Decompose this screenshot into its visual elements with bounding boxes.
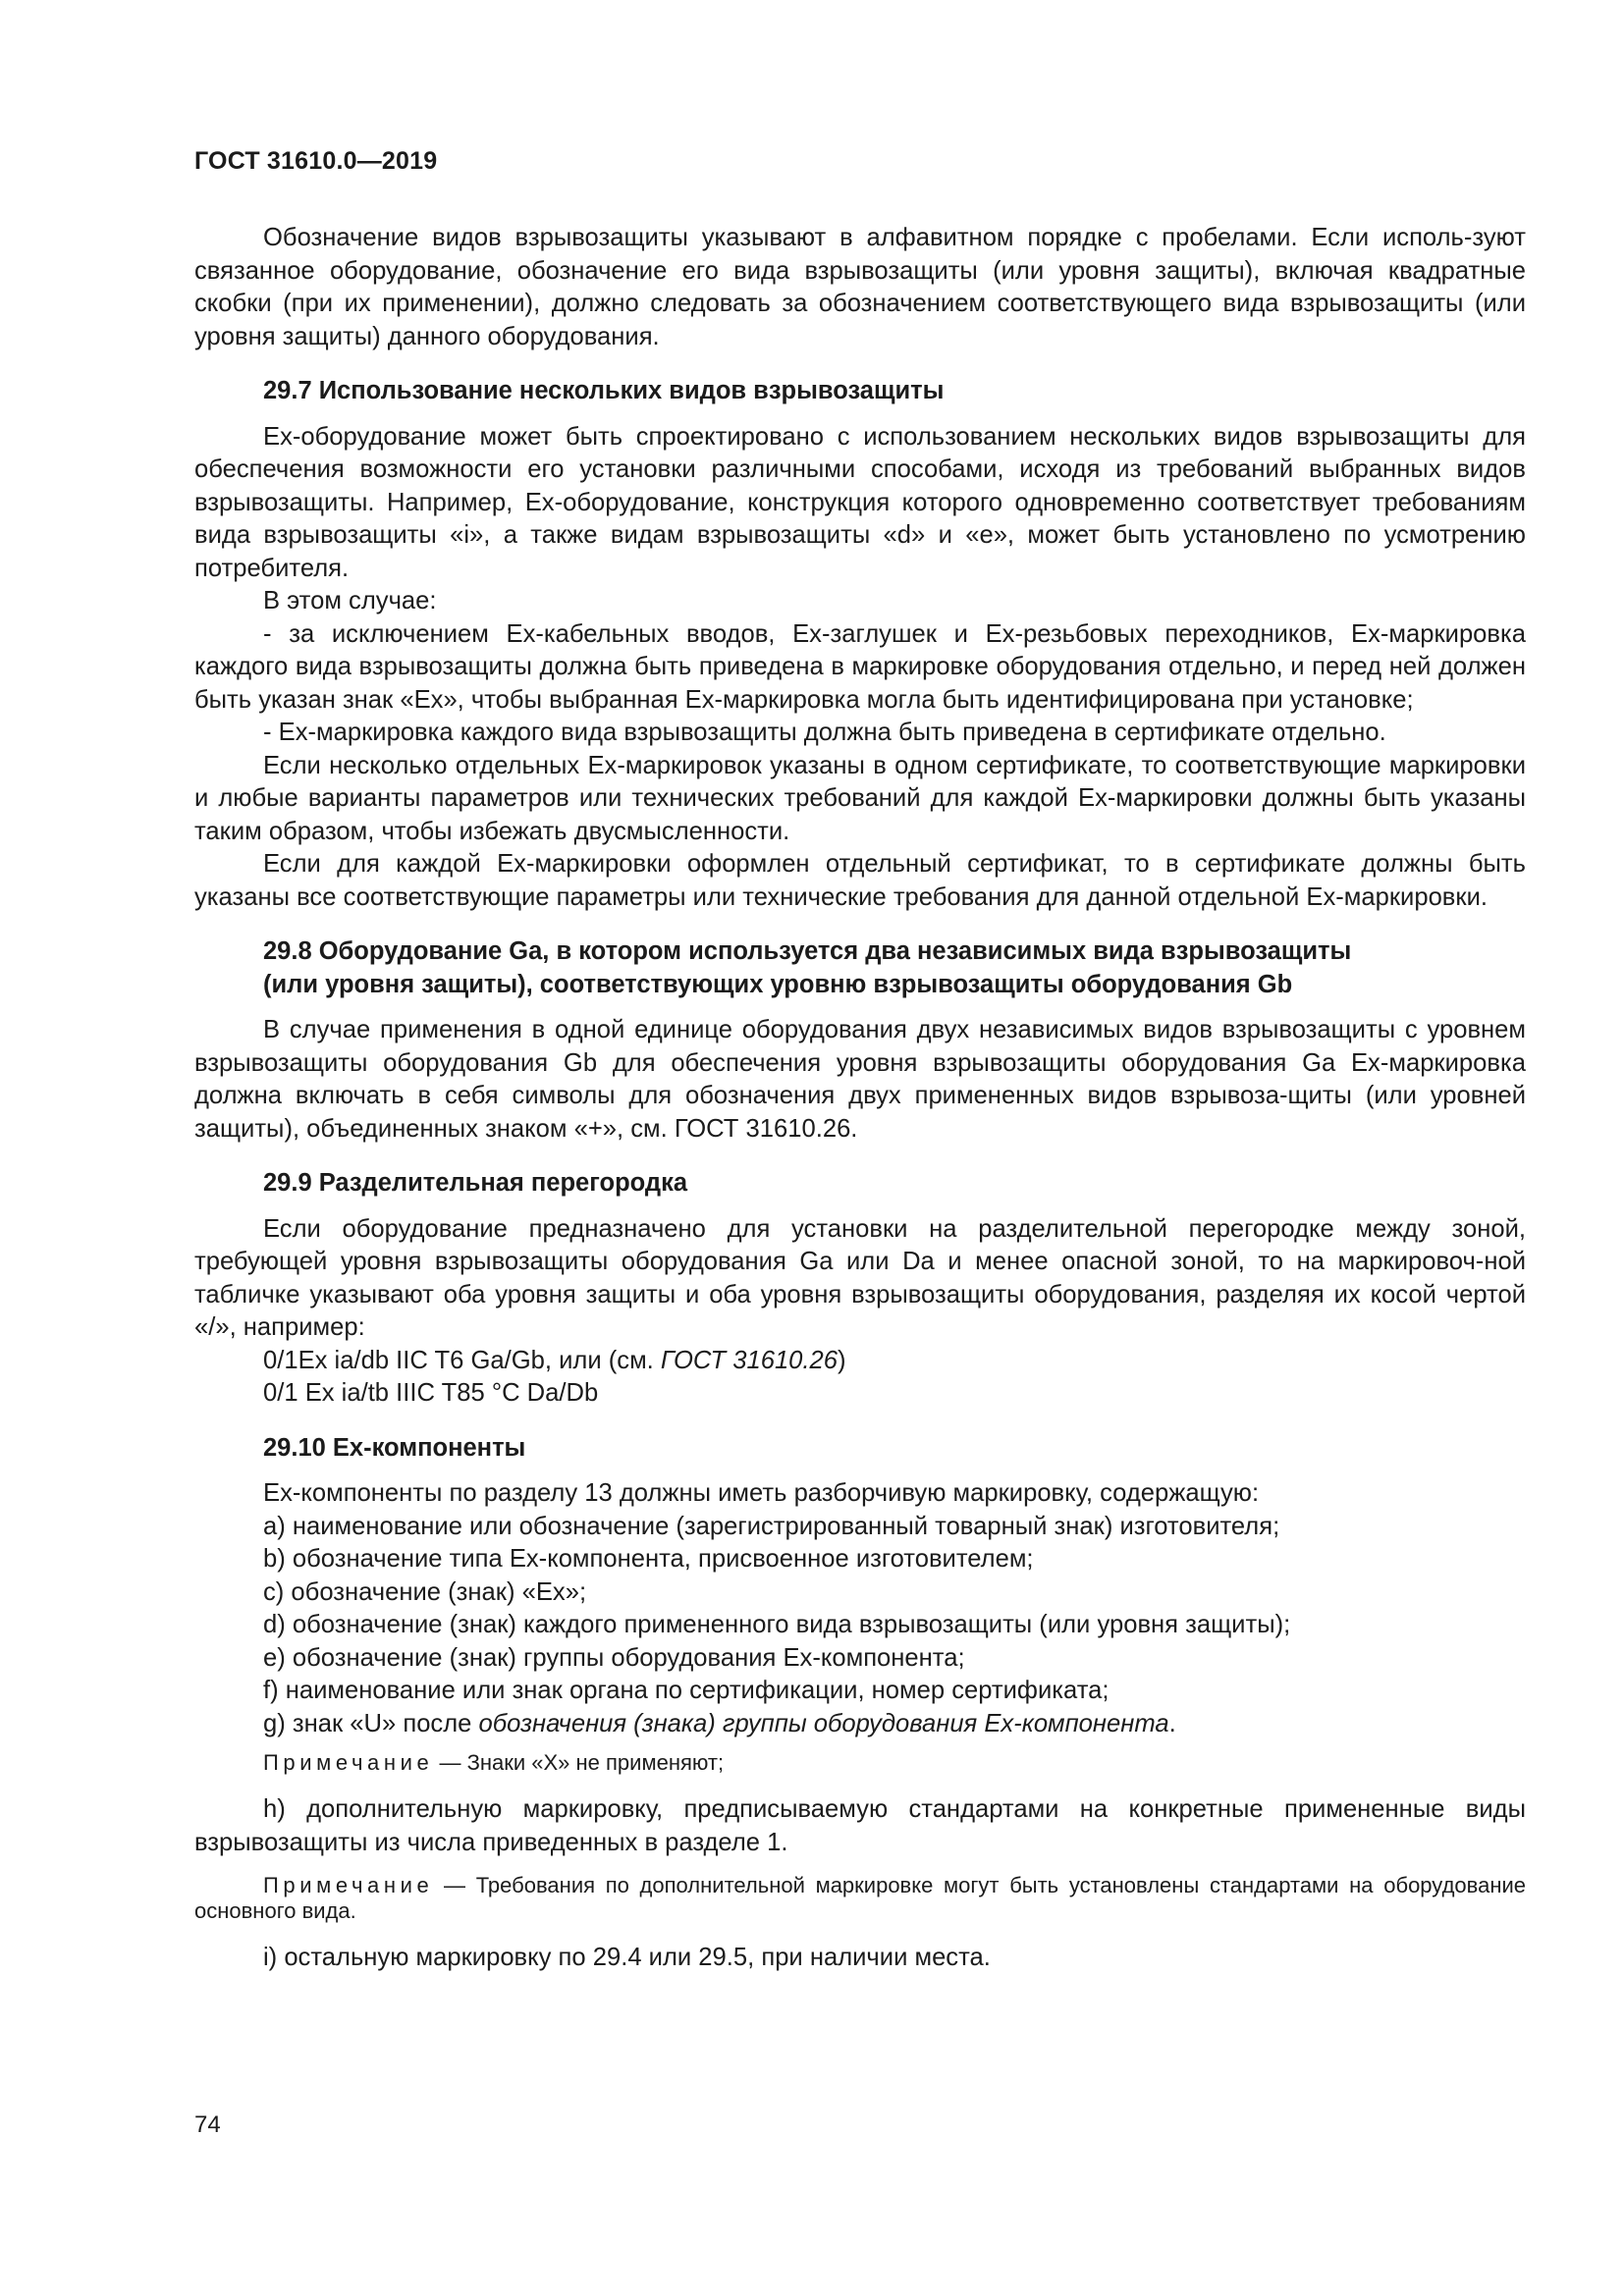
- s29-7-paragraph-1: Ех-оборудование может быть спроектировано с использованием нескольких видов взрывозащиты для обеспечения возможности его установки различными способами, исходя из требований выбранных видов взрывозащиты. Например, Ех-оборудование, конструкция которого одновременно соответствует требованиям вида взрывозащиты «i», а также видам взрывозащиты «d» и «е», может быть установлено по усмотрению потребителя.: [194, 422, 1526, 582]
- list-item-a: а) наименование или обозначение (зарегистрированный товарный знак) изготовителя;: [263, 1512, 1280, 1540]
- example-1-text: 0/1Ex ia/db IIC T6 Ga/Gb, или (см.: [263, 1346, 661, 1374]
- list-item-g-italic: обозначения (знака) группы оборудования Ех-компонента: [478, 1709, 1169, 1737]
- list-item-i: i) остальную маркировку по 29.4 или 29.5, при наличии места.: [263, 1944, 991, 1971]
- s29-9-example-2: 0/1 Ex ia/tb IIIC T85 °C Da/Db: [263, 1379, 599, 1407]
- note-2: [194, 1873, 1526, 1924]
- section-29-8-heading-line-1: 29.8 Оборудование Ga, в котором используется два независимых вида взрывозащиты: [263, 937, 1352, 965]
- standard-header: ГОСТ 31610.0—2019: [194, 147, 438, 175]
- s29-8-paragraph-1: В случае применения в одной единице оборудования двух независимых видов взрывозащиты с уровнем взрывозащиты оборудования Gb для обеспечения уровня взрывозащиты оборудования Ga Ех-маркировка должна включать в себя символы для обозначения двух примененных видов взрывоза-щиты (или уровней защиты), объединенных знаком «+», см. ГОСТ 31610.26.: [194, 1016, 1526, 1143]
- note-2-text: — Требования по дополнительной маркировке могут быть установлены стандартами на оборудование основного вида.: [194, 1873, 1526, 1923]
- list-item-g: [194, 1708, 1526, 1741]
- s29-9-paragraph-1: Если оборудование предназначено для установки на разделительной перегородке между зоной, требующей уровня взрывозащиты оборудования Ga или Da и менее опасной зоной, то на маркировоч-ной табличке указывают оба уровня защиты и оба уровня взрывозащиты оборудования, разделяя их косой чертой «/», например:: [194, 1214, 1526, 1341]
- list-item-g-text: g) знак «U» после: [263, 1709, 479, 1737]
- section-29-8-heading-block: [194, 935, 1526, 1001]
- list-item-c: с) обозначение (знак) «Ex»;: [263, 1577, 587, 1606]
- s29-10-intro: Ех-компоненты по разделу 13 должны иметь разборчивую маркировку, содержащую:: [263, 1479, 1260, 1507]
- s29-7-paragraph-5: Если несколько отдельных Ех-маркировок указаны в одном сертификате, то соответствующие маркировки и любые варианты параметров или технических требований для каждой Ех-маркировки должны быть указаны таким образом, чтобы избежать двусмысленности.: [194, 751, 1526, 845]
- section-29-7-heading: 29.7 Использование нескольких видов взрывозащиты: [263, 377, 945, 404]
- s29-9-example-1: [194, 1345, 1526, 1378]
- list-item-h: h) дополнительную маркировку, предписываемую стандартами на конкретные примененные виды взрывозащиты из числа приведенных в разделе 1.: [194, 1795, 1526, 1856]
- section-29-9-heading-block: [194, 1167, 1526, 1201]
- section-29-8-heading-line-2: (или уровня защиты), соответствующих уровню взрывозащиты оборудования Gb: [263, 970, 1293, 998]
- document-body: [194, 222, 1526, 1975]
- note-1-label: Примечание: [263, 1750, 434, 1775]
- list-item-f: f) наименование или знак органа по сертификации, номер сертификата;: [263, 1677, 1110, 1704]
- section-29-10-heading: 29.10 Ех-компоненты: [263, 1433, 526, 1462]
- section-29-9-heading: 29.9 Разделительная перегородка: [263, 1169, 688, 1197]
- s29-7-paragraph-2: В этом случае:: [263, 587, 437, 614]
- note-1: [194, 1750, 1526, 1776]
- list-item-b: b) обозначение типа Ех-компонента, присвоенное изготовителем;: [263, 1545, 1034, 1573]
- intro-paragraph: Обозначение видов взрывозащиты указывают в алфавитном порядке с пробелами. Если исполь-зуют связанное оборудование, обозначение его вида взрывозащиты (или уровня защиты), включая квадратные скобки (при их применении), должно следовать за обозначением соответствующего вида взрывозащиты (или уровня защиты) данного оборудования.: [194, 224, 1526, 350]
- s29-7-paragraph-3: - за исключением Ех-кабельных вводов, Ех-заглушек и Ех-резьбовых переходников, Ех-маркировка каждого вида взрывозащиты должна быть приведена в маркировке оборудования отдельно, и перед ней должен быть указан знак «Ex», чтобы выбранная Ех-маркировка могла быть идентифицирована при установке;: [194, 619, 1526, 714]
- list-item-g-end: .: [1168, 1709, 1176, 1737]
- page-number: 74: [194, 2111, 221, 2138]
- section-29-10-heading-block: [194, 1432, 1526, 1466]
- section-29-7-heading-block: [194, 375, 1526, 408]
- example-1-reference: ГОСТ 31610.26: [660, 1346, 838, 1374]
- s29-7-paragraph-6: Если для каждой Ех-маркировки оформлен отдельный сертификат, то в сертификате должны быть указаны все соответствующие параметры или технические требования для данной отдельной Ех-маркировки.: [194, 850, 1526, 911]
- example-1-end: ): [838, 1346, 846, 1374]
- list-item-d: d) обозначение (знак) каждого примененного вида взрывозащиты (или уровня защиты);: [263, 1611, 1291, 1638]
- s29-7-paragraph-4: - Ех-маркировка каждого вида взрывозащиты должна быть приведена в сертификате отдельно.: [263, 719, 1386, 746]
- list-item-e: е) обозначение (знак) группы оборудования Ех-компонента;: [263, 1643, 965, 1672]
- note-1-text: — Знаки «X» не применяют;: [433, 1750, 725, 1775]
- note-2-label: Примечание: [263, 1873, 434, 1897]
